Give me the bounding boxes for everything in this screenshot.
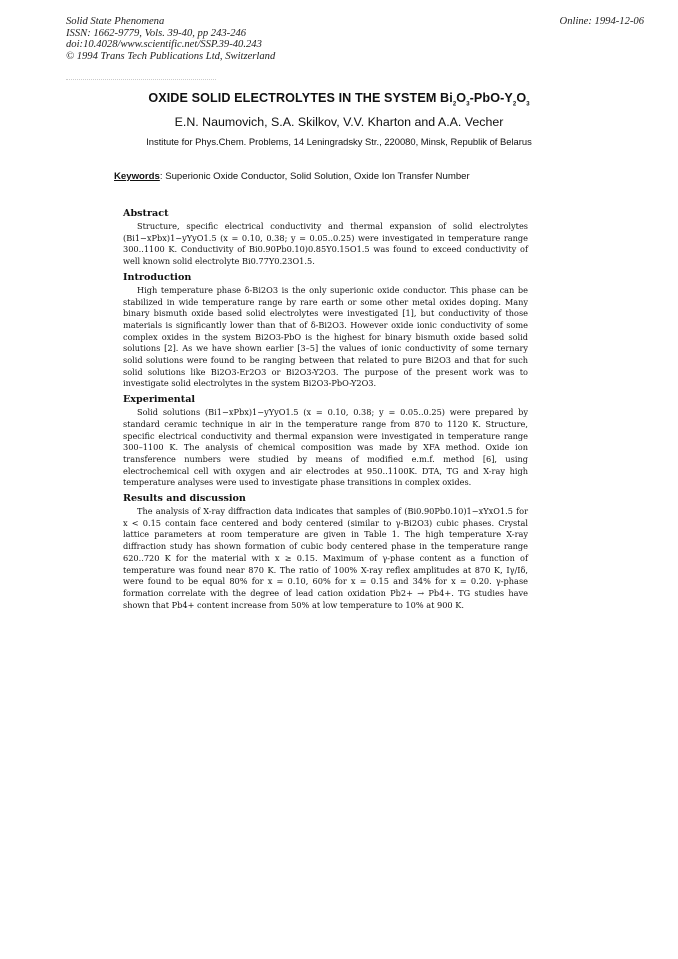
online-date: Online: 1994-12-06 (559, 16, 644, 27)
journal-name: Solid State Phenomena (66, 16, 165, 27)
experimental-heading: Experimental (123, 394, 196, 406)
keywords-list: : Superionic Oxide Conductor, Solid Solution, Oxide Ion Transfer Number (159, 171, 470, 182)
cut-text-line (66, 79, 216, 83)
abstract-heading: Abstract (123, 208, 169, 219)
experimental-section (123, 393, 528, 489)
affiliation: Institute for Phys.Chem. Problems, 14 Leningradsky Str., 220080, Minsk, Republik of Belarus (146, 136, 532, 147)
paper-title: OXIDE SOLID ELECTROLYTES IN THE SYSTEM $Bi_2O_3-PbO-Y_2O_3$ (148, 91, 530, 108)
paper-body (123, 205, 528, 614)
results-text: The analysis of X-ray diffraction data indicates that samples of (Bi0.90Pb0.10)1−xYxO1.5 for x < 0.15 contain face centered and body centered (similar to γ-Bi2O3) cubic phases. Crystal lattice parameters at room temperature are given in Table 1. The high temperature X-ray diffraction study has shown formation of cubic body centered phase in the temperature range 620..720 K for the material with x ≥ 0.15. Maximum of γ-phase content as a function of temperature was found near 870 K. The ratio of 100% X-ray reflex amplitudes at 870 K, Iγ/Iδ, were found to be equal 80% for x = 0.10, 60% for x = 0.15 and 34% for x = 0.20. γ-phase formation correlate with the degree of lead cation oxidation Pb2+ → Pb4+. TG studies have shown that Pb4+ content increase from 50% at low temperature to 10% at 900 K. (123, 506, 528, 610)
doi-line[interactable]: doi:10.4028/www.scientific.net/SSP.39-40.243 (66, 39, 262, 51)
issn-line: ISSN: 1662-9779, Vols. 39-40, pp 243-246 (66, 27, 247, 39)
introduction-heading: Introduction (123, 271, 192, 283)
results-heading: Results and discussion (123, 493, 246, 505)
keywords (114, 171, 470, 182)
results-section (123, 492, 528, 611)
copyright-line: © 1994 Trans Tech Publications Ltd, Switzerland (66, 50, 276, 62)
abstract-text: Structure, specific electrical conductivity and thermal expansion of solid electrolytes (Bi1−xPbx)1−yYyO1.5 (x = 0.10, 0.38; y = 0.05..0.25) were investigated in temperature range 300..1100 K. Conductivity of Bi0.90Pb0.10)0.85Y0.15O1.5 was found to exceed conductivity of well known solid electrolyte Bi0.77Y0.23O1.5. (123, 221, 528, 267)
keywords-label: Keywords (114, 171, 160, 182)
experimental-text: Solid solutions (Bi1−xPbx)1−yYyO1.5 (x = 0.10, 0.38; y = 0.05..0.25) were prepared by standard ceramic technique in air in the temperature range from 870 to 1120 K. Structure, specific electrical conductivity and thermal expansion were investigated in temperature range 300–1100 K. The analysis of chemical composition was made by XFA method. Oxide ion transference numbers were studied by means of modified e.m.f. method [6], using electrochemical cell with oxygen and air electrodes at 950..1100K. DTA, TG and X-ray high temperature analyses were used to investigate phase transitions in complex oxides. (123, 407, 528, 488)
introduction-section (123, 271, 528, 390)
introduction-text: High temperature phase δ-Bi2O3 is the only superionic oxide conductor. This phase can be stabilized in wide temperature range by rare earth or some other metal oxides doping. Many binary bismuth oxide based solid electrolytes were investigated [1], but conductivity of those materials is significantly lower than that of δ-Bi2O3. However oxide ionic conductivity of some complex oxides in the system Bi2O3-PbO is the highest for binary bismuth oxide based solid solutions [2]. As we have shown earlier [3–5] the values of ionic conductivity of some ternary solid solutions were found to be ranging between that related to pure Bi2O3 and that for such solid solutions like Bi2O3-Er2O3 or Bi2O3-Y2O3. The purpose of the present work was to investigate solid electrolytes in the system Bi2O3-PbO-Y2O3. (123, 284, 528, 389)
publication-info (66, 16, 275, 62)
authors: E.N. Naumovich, S.A. Skilkov, V.V. Kharton and A.A. Vecher (174, 115, 504, 129)
abstract-section (123, 207, 528, 268)
